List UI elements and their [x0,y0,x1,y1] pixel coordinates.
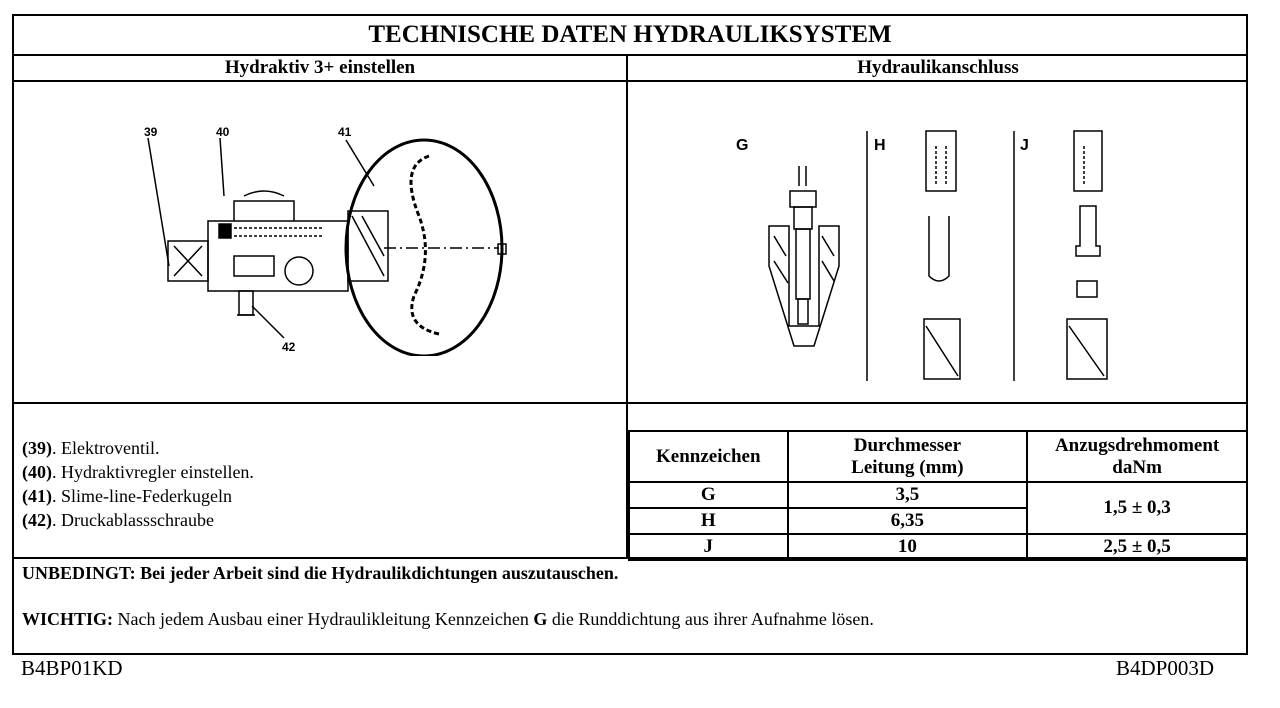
table-row: J 10 2,5 ± 0,5 [629,534,1247,560]
connection-label-j: J [1020,137,1029,154]
right-section-header: Hydraulikanschluss [628,56,1248,82]
spec-sheet [12,14,1248,655]
callout-40: 40 [216,125,230,139]
legend-item: (39). Elektroventil. [22,438,160,458]
note-wichtig: WICHTIG: Nach jedem Ausbau einer Hydraulikleitung Kennzeichen G die Runddichtung aus ihrer Aufnahme lösen. [22,609,874,629]
left-section-header: Hydraktiv 3+ einstellen [14,56,626,82]
table-row: H 6,35 [629,508,1247,534]
header-anzugsdrehmoment: Anzugsdrehmoment daNm [1027,431,1247,482]
connection-label-g: G [736,137,749,154]
part-legend [22,436,254,532]
header-kennzeichen: Kennzeichen [629,431,788,482]
callout-42: 42 [282,340,296,354]
hydraulic-connection-drawing [714,111,1134,381]
callout-41: 41 [338,125,352,139]
footer-ref-right: B4DP003D [1115,656,1214,680]
note-unbedingt: UNBEDINGT: Bei jeder Arbeit sind die Hydraulikdichtungen auszutauschen. [22,563,619,583]
torque-gh: 1,5 ± 0,3 [1027,482,1247,534]
callout-39: 39 [144,125,158,139]
legend-item: (41). Slime-line-Federkugeln [22,486,232,506]
connection-label-h: H [874,137,886,154]
legend-item: (42). Druckablassschraube [22,510,214,530]
hydraktiv-drawing [124,116,514,356]
figure-divider [14,402,1248,404]
table-row: G 3,5 1,5 ± 0,3 [629,482,1247,508]
torque-j: 2,5 ± 0,5 [1027,534,1247,560]
legend-item: (40). Hydraktivregler einstellen. [22,462,254,482]
header-durchmesser: Durchmesser Leitung (mm) [788,431,1028,482]
footer-ref-left: B4BP01KD [21,656,123,680]
notes [22,560,874,632]
connection-spec-table [628,430,1248,561]
page-title: TECHNISCHE DATEN HYDRAULIKSYSTEM [14,16,1246,56]
